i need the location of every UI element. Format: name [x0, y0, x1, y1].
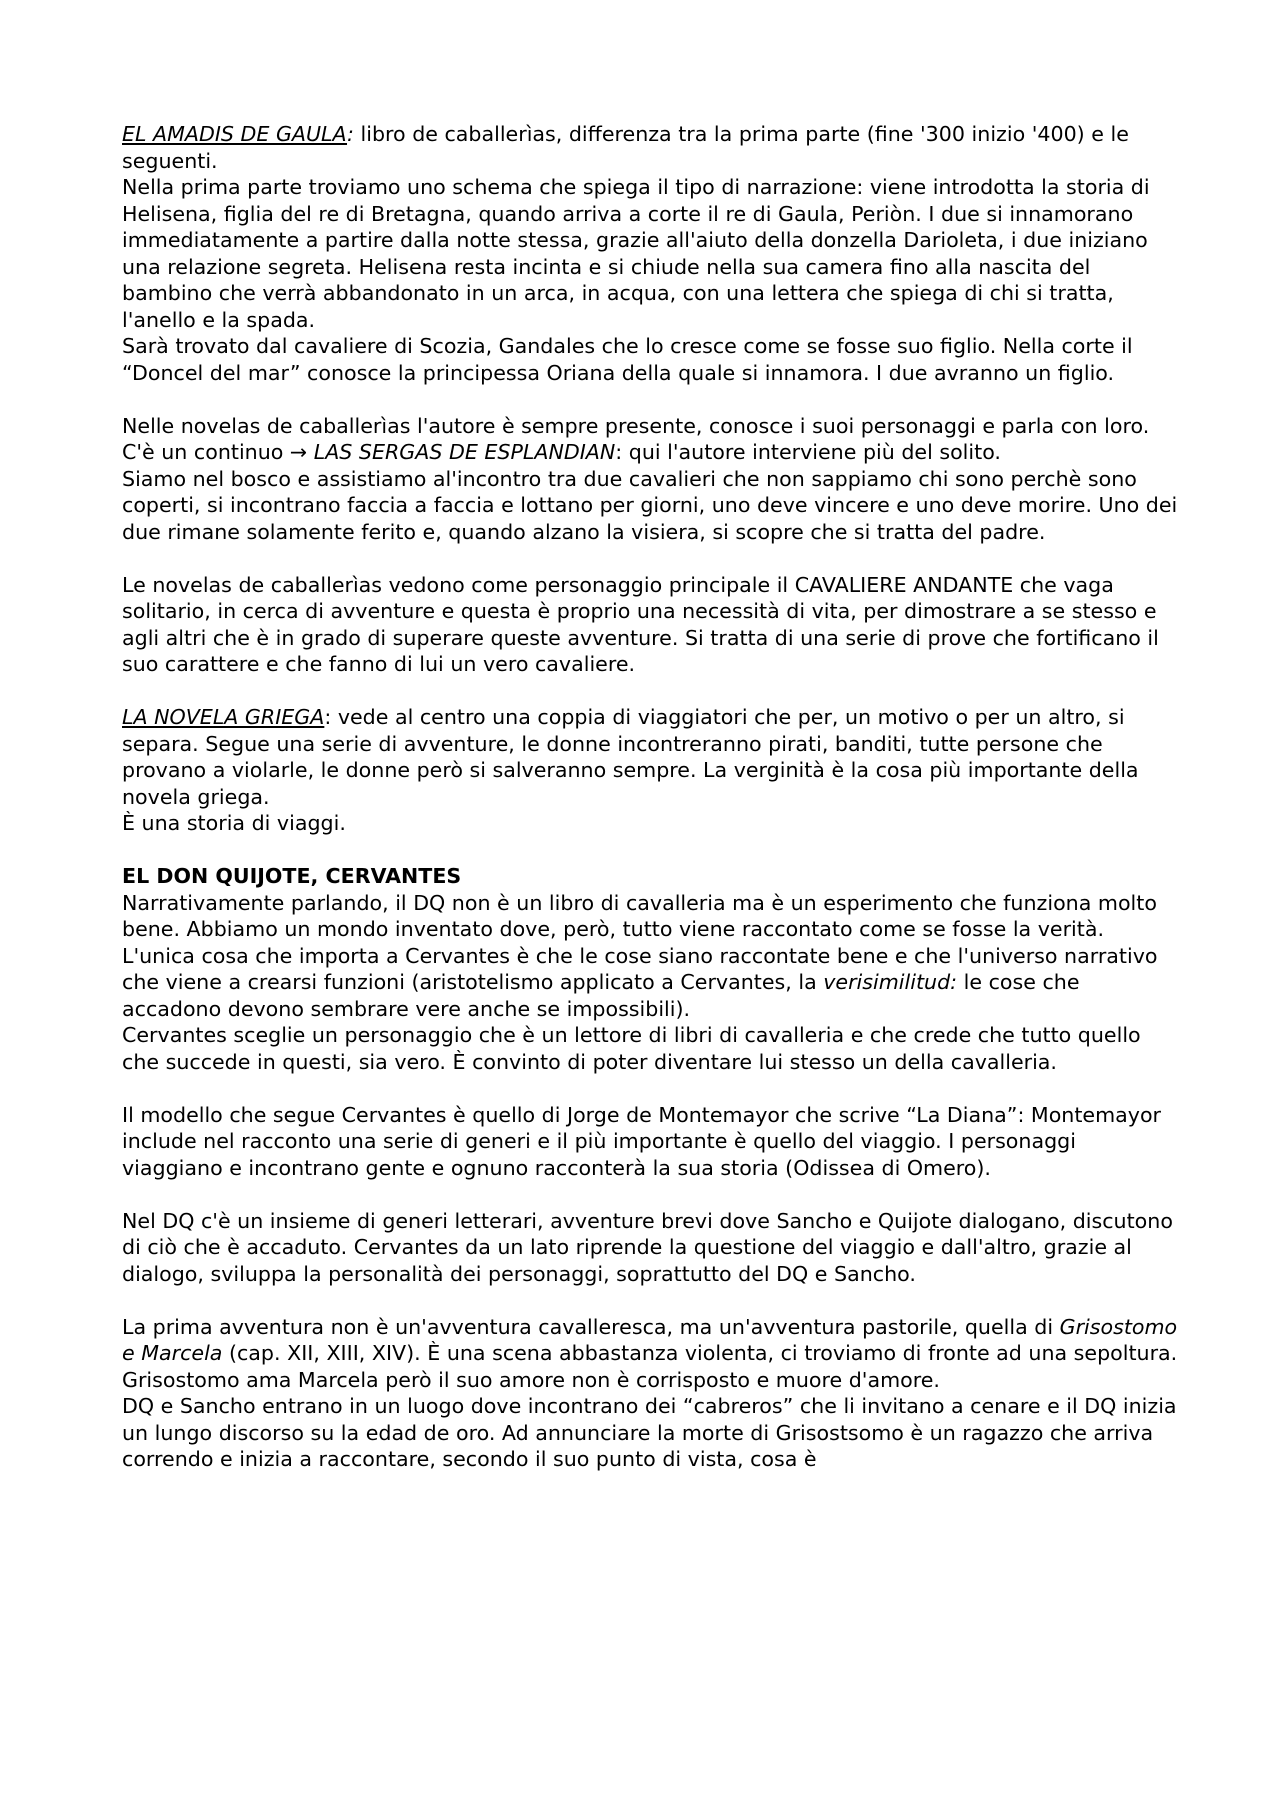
- novelas-paragraph-4: Le novelas de caballerìas vedono come personaggio principale il CAVALIERE ANDANTE che vaga solitario, in cerca di avventure e questa è proprio una necessità di vita, per dimostrare a se stesso e agli altri che è in grado di superare queste avventure. Si tratta di una serie di prove che fortificano il suo carattere e che fanno di lui un vero cavaliere.: [122, 572, 1159, 676]
- quijote-p5-lead: La prima avventura non è un'avventura cavalleresca, ma un'avventura pastorile, quella di: [122, 1314, 1060, 1339]
- amadis-title: EL AMADIS DE GAULA: [122, 122, 348, 146]
- quijote-paragraph-3: Il modello che segue Cervantes è quello di Jorge de Montemayor che scrive “La Diana”: Montemayor include nel racconto una serie di generi e il più importante è quello del viaggio. I personaggi viaggiano e incontrano gente e ognuno racconterà la sua storia (Odissea di Omero).: [122, 1102, 1162, 1180]
- quijote-paragraph-5: [122, 1314, 1180, 1394]
- griega-title: LA NOVELA GRIEGA: [122, 705, 325, 729]
- esplandian-title: LAS SERGAS DE ESPLANDIAN: [313, 440, 616, 464]
- novelas-paragraph-1: Nelle novelas de caballerìas l'autore è sempre presente, conosce i suoi personaggi e parla con loro.: [122, 413, 1150, 438]
- amadis-paragraph-2: Sarà trovato dal cavaliere di Scozia, Gandales che lo cresce come se fosse suo figlio. Nella corte il “Doncel del mar” conosce la principessa Oriana della quale si innamora. I due avranno un figlio.: [122, 334, 1133, 385]
- quijote-heading: EL DON QUIJOTE, CERVANTES: [122, 864, 462, 888]
- paragraph-gap: [122, 386, 1180, 413]
- griega-paragraph-1: [122, 704, 1180, 810]
- paragraph-gap: [122, 678, 1180, 705]
- novelas-p2-rest: : qui l'autore interviene più del solito.: [615, 440, 1001, 464]
- griega-p1-text: : vede al centro una coppia di viaggiatori che per, un motivo o per un altro, si separa. Segue una serie di avventure, le donne incontreranno pirati, banditi, tutte persone che provano a violarle, le donne però si salveranno sempre. La verginità è la cosa più importante della novela griega.: [122, 705, 1139, 809]
- quijote-p1-lead: Narrativamente parlando, il DQ non è un libro di cavalleria ma è un esperimento che funziona molto bene. Abbiamo un mondo inventato dove, però, tutto viene raccontato come se fosse la verità. L'unica cosa che importa a Cervantes è che le cose siano raccontate bene e che l'universo narrativo che viene a crearsi funzioni (aristotelismo applicato a Cervantes, la: [122, 890, 1158, 994]
- grisostomo-marcela-names: Grisostomo e Marcela: [122, 1314, 1178, 1365]
- amadis-paragraph-1: Nella prima parte troviamo uno schema che spiega il tipo di narrazione: viene introdotta la storia di Helisena, figlia del re di Bretagna, quando arriva a corte il re di Gaula, Periòn. I due si innamorano immediatamente a partire dalla notte stessa, grazie all'aiuto della donzella Darioleta, i due iniziano una relazione segreta. Helisena resta incinta e si chiude nella sua camera fino alla nascita del bambino che verrà abbandonato in un arca, in acqua, con una lettera che spiega di chi si tratta, l'anello e la spada.: [122, 175, 1150, 332]
- quijote-paragraph-6: DQ e Sancho entrano in un luogo dove incontrano dei “cabreros” che li invitano a cenare e il DQ inizia un lungo discorso su la edad de oro. Ad annunciare la morte di Grisostsomo è un ragazzo che arriva correndo e inizia a raccontare, secondo il suo punto di vista, cosa è: [122, 1394, 1177, 1471]
- quijote-paragraph-1: [122, 890, 1180, 1023]
- amadis-title-colon: :: [347, 122, 354, 146]
- paragraph-gap: [122, 1075, 1180, 1102]
- griega-paragraph-2: È una storia di viaggi.: [122, 811, 346, 835]
- paragraph-gap: [122, 545, 1180, 572]
- verisimilitud-term: verisimilitud:: [823, 970, 958, 994]
- amadis-intro-text: libro de caballerìas, differenza tra la prima parte (fine '300 inizio '400) e le seguenti.: [122, 122, 1129, 173]
- novelas-p2-lead: C'è un continuo →: [122, 440, 314, 464]
- paragraph-gap: [122, 1287, 1180, 1314]
- quijote-p1-rest: le cose che accadono devono sembrare vere anche se impossibili).: [122, 970, 1080, 1021]
- paragraph-gap: [122, 1181, 1180, 1208]
- paragraph-gap: [122, 837, 1180, 864]
- amadis-intro: [122, 121, 1180, 174]
- quijote-p5-rest: (cap. XII, XIII, XIV). È una scena abbastanza violenta, ci troviamo di fronte ad una sepoltura. Grisostomo ama Marcela però il suo amore non è corrisposto e muore d'amore.: [122, 1341, 1178, 1392]
- novelas-paragraph-3: Siamo nel bosco e assistiamo al'incontro tra due cavalieri che non sappiamo chi sono perchè sono coperti, si incontrano faccia a faccia e lottano per giorni, uno deve vincere e uno deve morire. Uno dei due rimane solamente ferito e, quando alzano la visiera, si scopre che si tratta del padre.: [122, 466, 1178, 544]
- quijote-paragraph-2: Cervantes sceglie un personaggio che è un lettore di libri di cavalleria e che crede che tutto quello che succede in questi, sia vero. È convinto di poter diventare lui stesso un della cavalleria.: [122, 1023, 1141, 1074]
- quijote-paragraph-4: Nel DQ c'è un insieme di generi letterari, avventure brevi dove Sancho e Quijote dialogano, discutono di ciò che è accaduto. Cervantes da un lato riprende la questione del viaggio e dall'altro, grazie al dialogo, sviluppa la personalità dei personaggi, soprattutto del DQ e Sancho.: [122, 1208, 1173, 1286]
- novelas-paragraph-2: [122, 439, 1180, 466]
